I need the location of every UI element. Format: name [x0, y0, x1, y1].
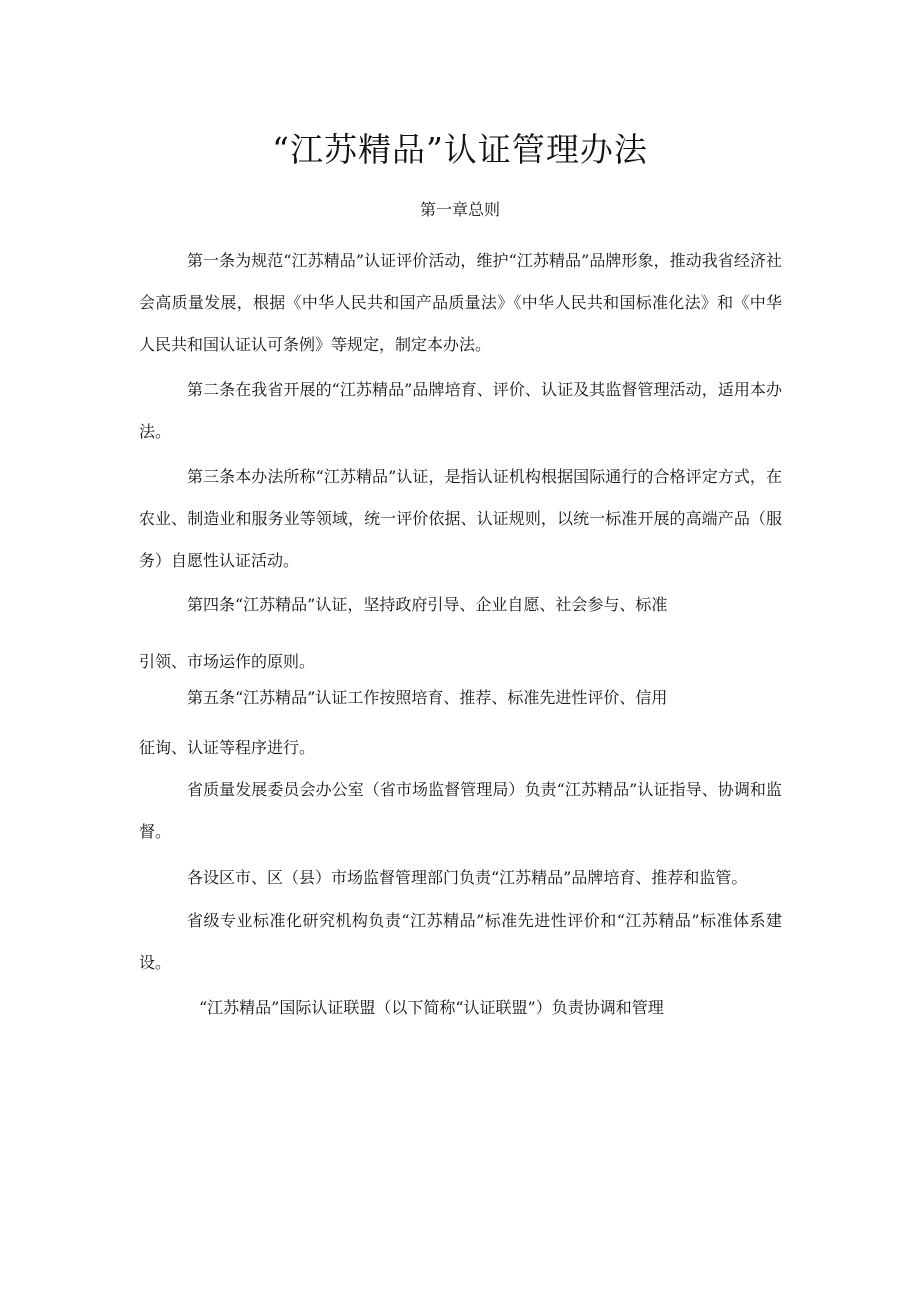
certification-alliance-paragraph: “江苏精品”国际认证联盟（以下简称“认证联盟”）负责协调和管理: [199, 998, 664, 1017]
article-5-line-1: 第五条“江苏精品”认证工作按照培育、推荐、标准先进性评价、信用: [187, 688, 668, 707]
city-department-paragraph: 各设区市、区（县）市场监督管理部门负责“江苏精品”品牌培育、推荐和监管。: [187, 868, 748, 887]
document-title: “江苏精品”认证管理办法: [272, 130, 648, 169]
article-3-paragraph: 第三条本办法所称“江苏精品”认证，是指认证机构根据国际通行的合格评定方式，在农业、制造业和服务业等领域，统一评价依据、认证规则，以统一标准开展的高端产品（服务）自愿性认证活动。: [139, 467, 782, 570]
chapter-heading: 第一章总则: [419, 200, 500, 219]
article-5-line-2: 征询、认证等程序进行。: [139, 738, 316, 757]
article-2-paragraph: 第二条在我省开展的“江苏精品”品牌培育、评价、认证及其监督管理活动，适用本办法。: [139, 380, 782, 441]
article-4-line-2: 引领、市场运作的原则。: [139, 652, 316, 671]
article-4-line-1: 第四条“江苏精品”认证，坚持政府引导、企业自愿、社会参与、标准: [187, 595, 668, 614]
article-1-paragraph: 第一条为规范“江苏精品”认证评价活动，维护“江苏精品”品牌形象，推动我省经济社会高质量发展，根据《中华人民共和国产品质量法》《中华人民共和国标准化法》和《中华人民共和国认证认可条例》等规定，制定本办法。: [139, 251, 782, 354]
standardization-institute-paragraph: 省级专业标准化研究机构负责“江苏精品”标准先进性评价和“江苏精品”标准体系建设。: [139, 911, 782, 972]
provincial-office-paragraph: 省质量发展委员会办公室（省市场监督管理局）负责“江苏精品”认证指导、协调和监督。: [139, 780, 782, 841]
